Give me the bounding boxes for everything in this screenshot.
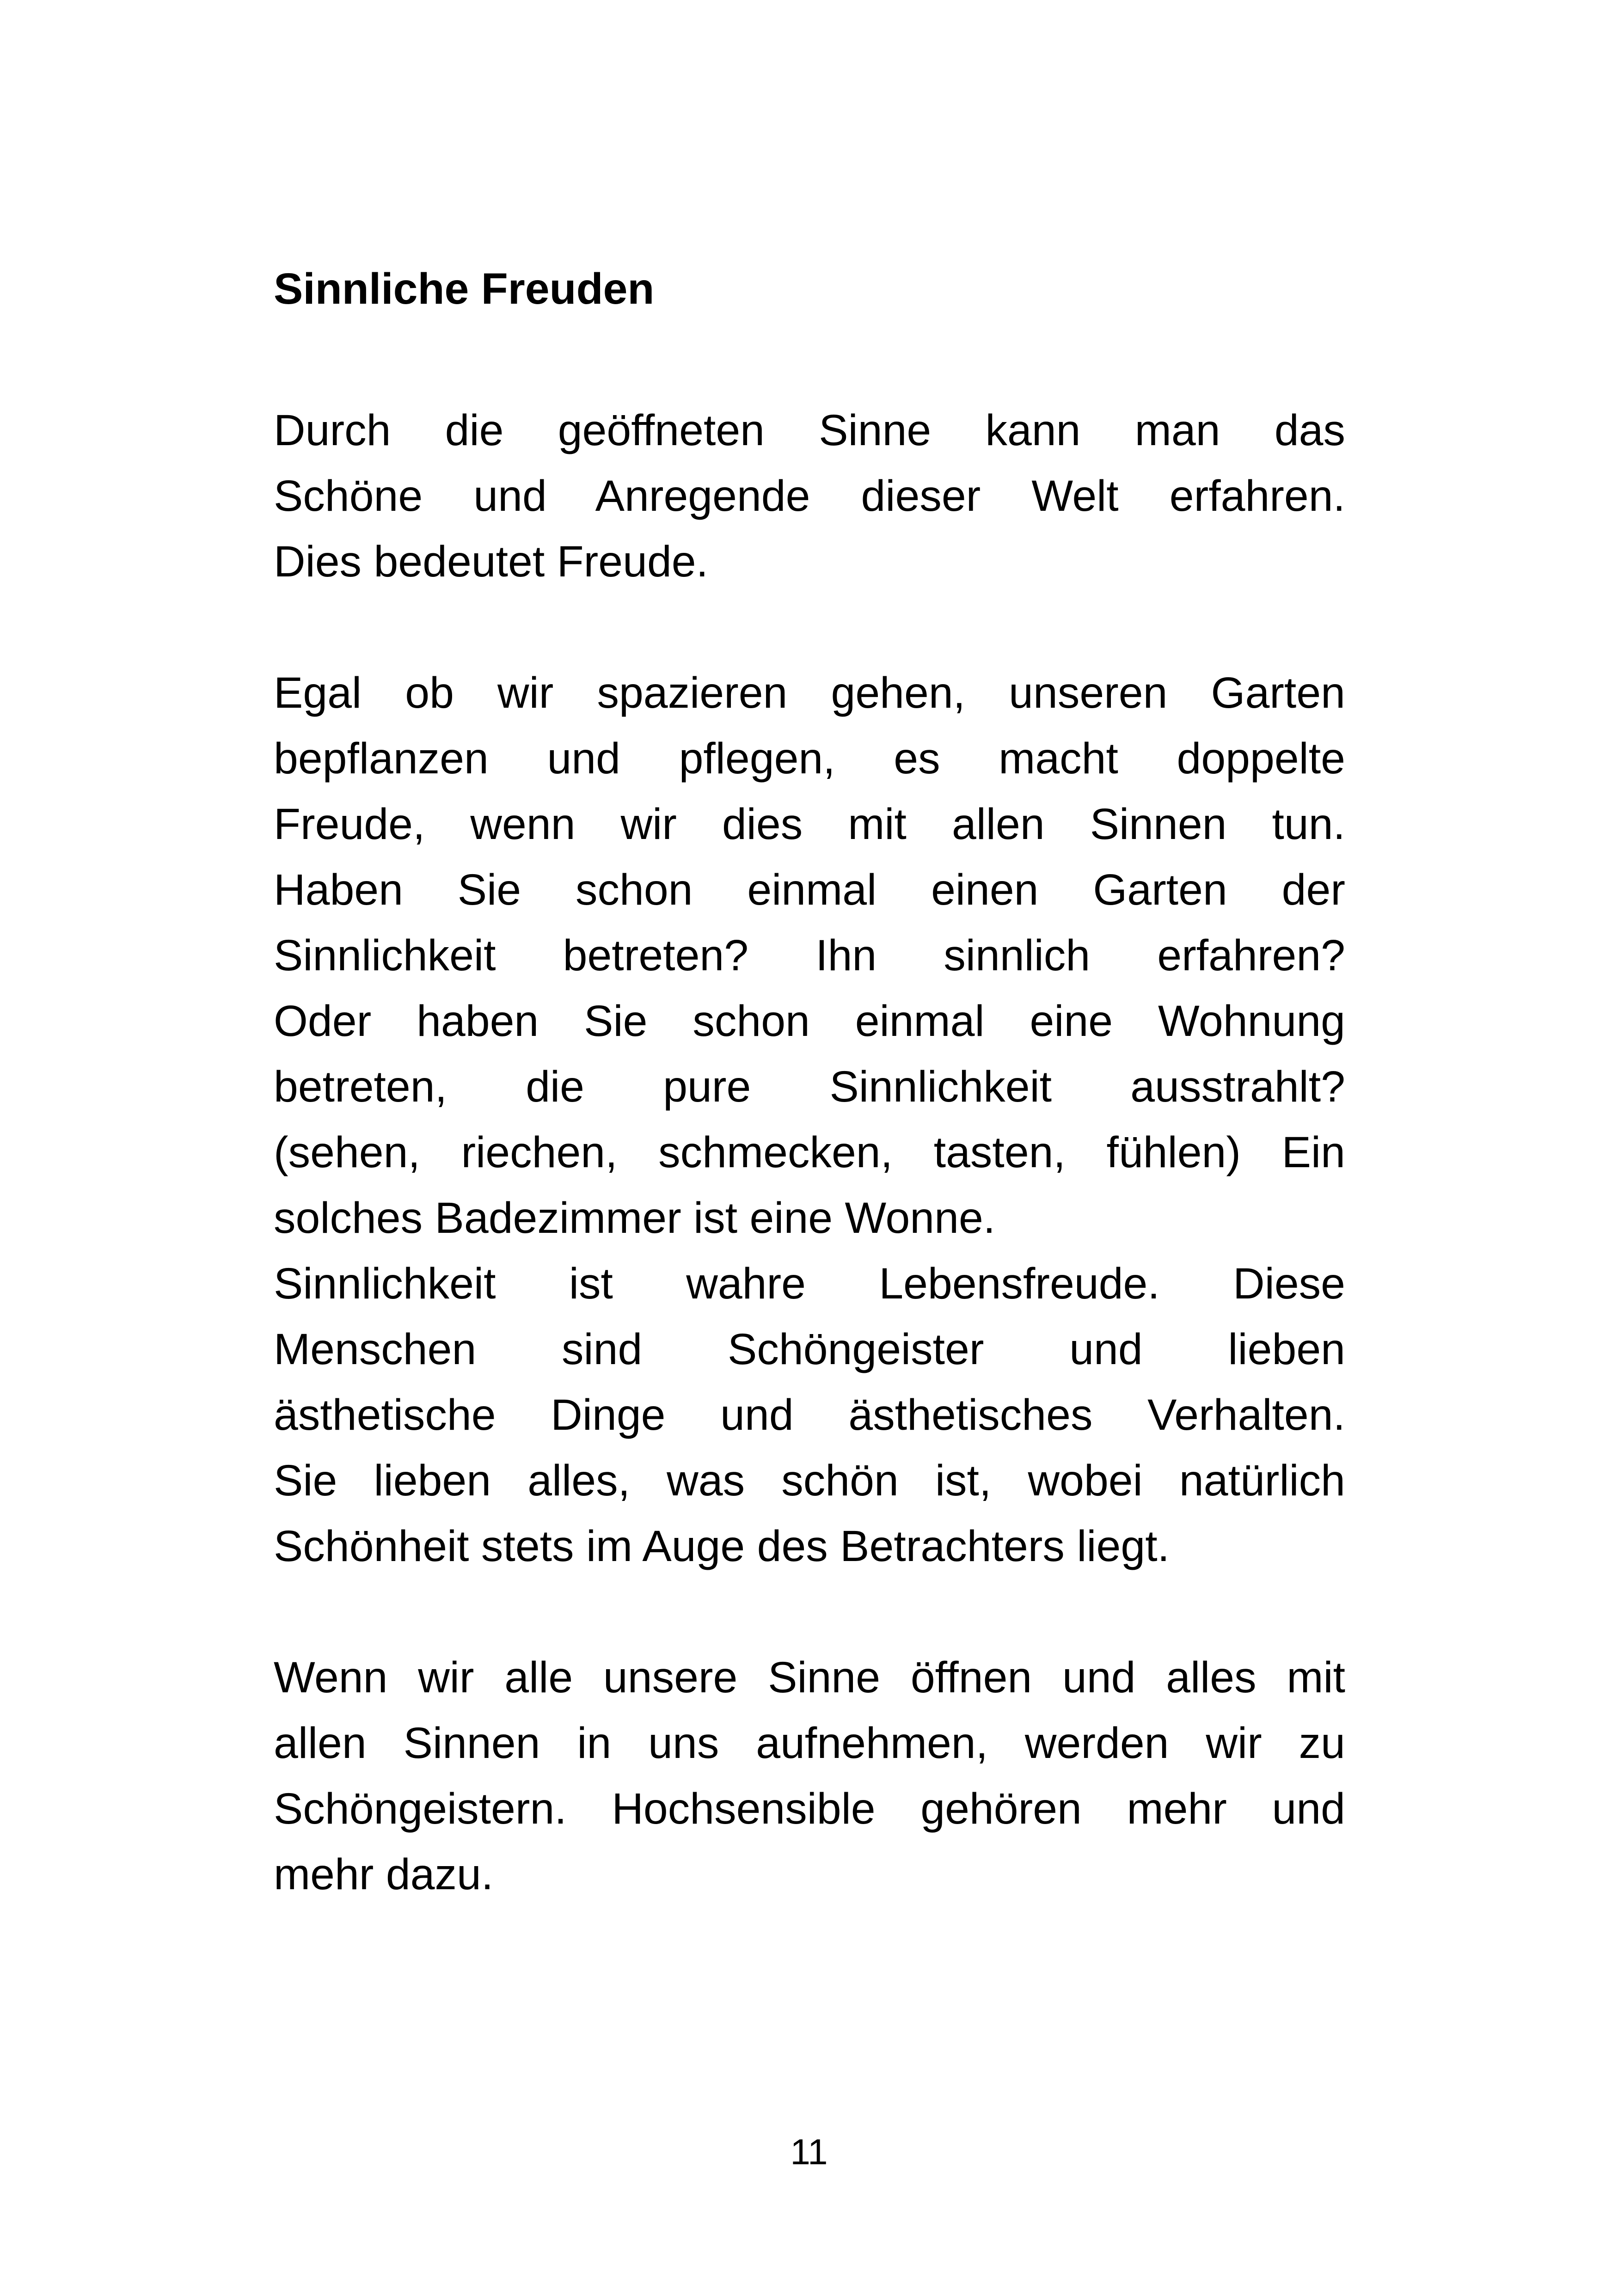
page-content	[274, 257, 1345, 1907]
text-line: Menschen sind Schöngeister und lieben	[274, 1325, 1345, 1374]
text-line: mehr dazu.	[274, 1850, 494, 1899]
paragraph-3	[274, 1251, 1345, 1579]
paragraph-2	[274, 660, 1345, 1251]
text-line: Schönheit stets im Auge des Betrachters liegt.	[274, 1522, 1170, 1571]
text-line: Wenn wir alle unsere Sinne öffnen und alles mit	[274, 1653, 1345, 1702]
paragraph-4	[274, 1645, 1345, 1907]
text-line: (sehen, riechen, schmecken, tasten, fühlen) Ein	[274, 1128, 1345, 1177]
text-line: Freude, wenn wir dies mit allen Sinnen tun.	[274, 800, 1345, 849]
text-line: bepflanzen und pflegen, es macht doppelte	[274, 734, 1345, 783]
page-number: 11	[790, 2131, 828, 2172]
text-line: Oder haben Sie schon einmal eine Wohnung	[274, 997, 1345, 1046]
page-title: Sinnliche Freuden	[274, 264, 655, 313]
text-line: Sinnlichkeit betreten? Ihn sinnlich erfahren?	[274, 931, 1345, 980]
text-line: Schöngeistern. Hochsensible gehören mehr und	[274, 1784, 1345, 1833]
text-line: Egal ob wir spazieren gehen, unseren Garten	[274, 668, 1345, 717]
paragraph-1	[274, 398, 1345, 594]
text-line: solches Badezimmer ist eine Wonne.	[274, 1194, 996, 1243]
text-line: Sinnlichkeit ist wahre Lebensfreude. Diese	[274, 1259, 1345, 1308]
text-line: betreten, die pure Sinnlichkeit ausstrahlt?	[274, 1062, 1345, 1111]
text-line: Schöne und Anregende dieser Welt erfahren.	[274, 471, 1345, 520]
text-line: ästhetische Dinge und ästhetisches Verhalten.	[274, 1390, 1345, 1439]
text-line: Dies bedeutet Freude.	[274, 537, 709, 586]
text-line: Haben Sie schon einmal einen Garten der	[274, 865, 1345, 914]
text-line: Sie lieben alles, was schön ist, wobei natürlich	[274, 1456, 1345, 1505]
text-line: Durch die geöffneten Sinne kann man das	[274, 406, 1345, 455]
text-line: allen Sinnen in uns aufnehmen, werden wir zu	[274, 1719, 1345, 1768]
